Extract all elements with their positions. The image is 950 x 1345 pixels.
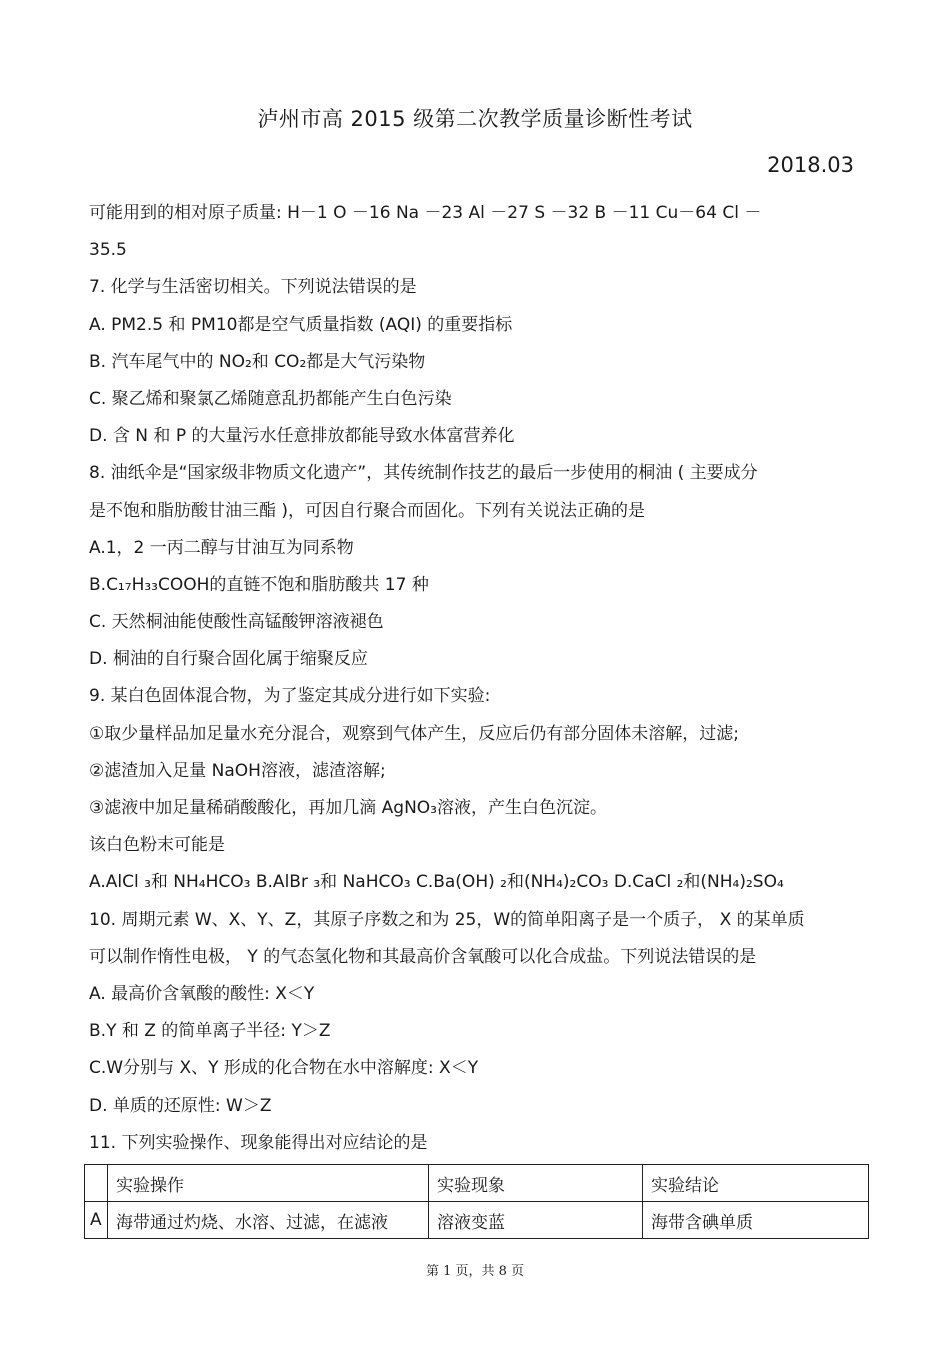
question-7-stem: 7. 化学与生活密切相关。下列说法错误的是 (89, 277, 417, 298)
table-cell: A (85, 1202, 108, 1239)
option-line: D. 含 N 和 P 的大量污水任意排放都能导致水体富营养化 (89, 426, 515, 447)
option-line: C. 天然桐油能使酸性高锰酸钾溶液褪色 (89, 612, 384, 633)
table-header-cell: 实验现象 (429, 1165, 643, 1202)
exam-date: 2018.03 (767, 153, 854, 177)
option-line: B. 汽车尾气中的 NO₂和 CO₂都是大气污染物 (89, 351, 426, 372)
option-line: D. 桐油的自行聚合固化属于缩聚反应 (89, 649, 368, 670)
table-header-row (85, 1165, 869, 1202)
option-line: B.C₁₇H₃₃COOH的直链不饱和脂肪酸共 17 种 (89, 574, 429, 595)
question-8-stem: 8. 油纸伞是“国家级非物质文化遗产”，其传统制作技艺的最后一步使用的桐油 ( 主要成分 (89, 463, 758, 484)
text-line: 是不饱和脂肪酸甘油三酯 )，可因自行聚合而固化。下列有关说法正确的是 (89, 500, 646, 521)
table-header-cell: 实验操作 (108, 1165, 429, 1202)
exam-title: 泸州市高 2015 级第二次教学质量诊断性考试 (257, 107, 693, 131)
question-9-stem: 9. 某白色固体混合物，为了鉴定其成分进行如下实验: (89, 686, 491, 707)
option-line: A. PM2.5 和 PM10都是空气质量指数 (AQI) 的重要指标 (89, 314, 513, 335)
option-line: D. 单质的还原性: W＞Z (89, 1095, 272, 1116)
option-line: C. 聚乙烯和聚氯乙烯随意乱扔都能产生白色污染 (89, 388, 452, 409)
page-footer: 第 1 页，共 8 页 (425, 1264, 525, 1279)
option-line: A.AlCl ₃和 NH₄HCO₃ B.AlBr ₃和 NaHCO₃ C.Ba(OH) ₂和(NH₄)₂CO₃ D.CaCl ₂和(NH₄)₂SO₄ (89, 872, 784, 893)
table-cell: 溶液变蓝 (429, 1202, 643, 1239)
text-line: 可以制作惰性电极， Y 的气态氢化物和其最高价含氧酸可以化合成盐。下列说法错误的是 (89, 946, 757, 967)
table-header-cell: 实验结论 (643, 1165, 869, 1202)
text-line: 可能用到的相对原子质量: H－1 O －16 Na －23 Al －27 S －32 B －11 Cu－64 Cl － (89, 203, 762, 223)
experiment-table (84, 1164, 869, 1239)
table-cell: 海带通过灼烧、水溶、过滤，在滤液 (108, 1202, 429, 1239)
text-line: 该白色粉末可能是 (89, 835, 225, 856)
text-line: 35.5 (89, 240, 127, 261)
table-header-cell (85, 1165, 108, 1202)
question-10-stem: 10. 周期元素 W、X、Y、Z，其原子序数之和为 25，W的简单阳离子是一个质子， X 的某单质 (89, 909, 805, 930)
table-cell: 海带含碘单质 (643, 1202, 869, 1239)
text-line: ①取少量样品加足量水充分混合，观察到气体产生，反应后仍有部分固体未溶解，过滤; (89, 723, 739, 744)
option-line: A.1，2 一丙二醇与甘油互为同系物 (89, 537, 354, 558)
option-line: A. 最高价含氧酸的酸性: X＜Y (89, 983, 315, 1004)
option-line: B.Y 和 Z 的简单离子半径: Y＞Z (89, 1021, 331, 1042)
text-line: ③滤液中加足量稀硝酸酸化，再加几滴 AgNO₃溶液，产生白色沉淀。 (89, 798, 607, 818)
table-row (85, 1202, 869, 1239)
question-body (89, 200, 859, 1167)
text-line: ②滤渣加入足量 NaOH溶液，滤渣溶解; (89, 760, 386, 781)
question-11-stem: 11. 下列实验操作、现象能得出对应结论的是 (89, 1132, 428, 1153)
option-line: C.W分别与 X、Y 形成的化合物在水中溶解度: X＜Y (89, 1058, 479, 1079)
